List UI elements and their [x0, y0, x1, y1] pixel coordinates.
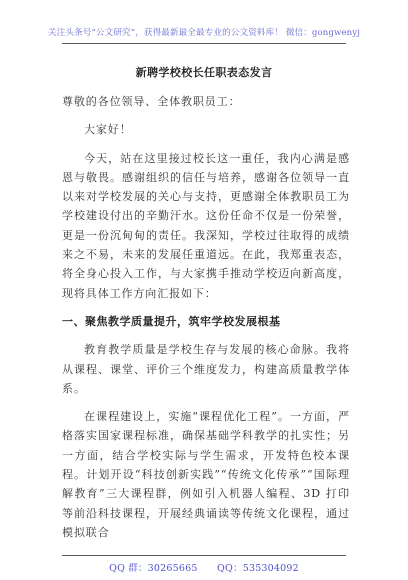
header-divider [62, 43, 346, 44]
document-body [62, 92, 350, 551]
salutation: 尊敬的各位领导、全体教职员工： [62, 95, 241, 108]
footer-divider [62, 555, 346, 556]
intro-paragraph: 今天，站在这里接过校长这一重任，我内心满是感恩与敬畏。感谢组织的信任与培养，感谢各位领导一直以来对学校发展的关心与支持，更感谢全体教职员工为学校建设付出的辛勤汗水。这份任命不仅是一份荣誉，更是一份沉甸甸的责任。我深知，学校过往取得的成绩来之不易，未来的发展任重道远。在此，我郑重表态，将全身心投入工作，与大家携手推动学校迈向新高度，现将具体工作方向汇报如下： [62, 151, 350, 300]
section-1-paragraph-2: 在课程建设上，实施“课程优化工程”。一方面，严格落实国家课程标准，确保基础学科教学的扎实性；另一方面，结合学校实际与学生需求，开发特色校本课程。计划开设“科技创新实践”“传统文化传承”“国际理解教育”三大课程群，例如引入机器人编程、3D 打印等前沿科技课程，开展经典诵读等传统文化课程，通过模拟联合 [62, 410, 350, 539]
footer-contact: QQ 群：30265665 QQ：535304092 [109, 563, 299, 574]
greeting: 大家好！ [84, 123, 132, 137]
section-heading-1: 一、聚焦教学质量提升，筑牢学校发展根基 [62, 314, 281, 328]
section-1-paragraph-1: 教育教学质量是学校生存与发展的核心命脉。我将从课程、课堂、评价三个维度发力，构建高质量教学体系。 [62, 343, 350, 395]
header-banner: 关注头条号“公文研究”，获得最新最全最专业的公文资料库！ 微信：gongwenyj [47, 28, 361, 38]
document-title: 新聘学校校长任职表态发言 [135, 66, 273, 79]
